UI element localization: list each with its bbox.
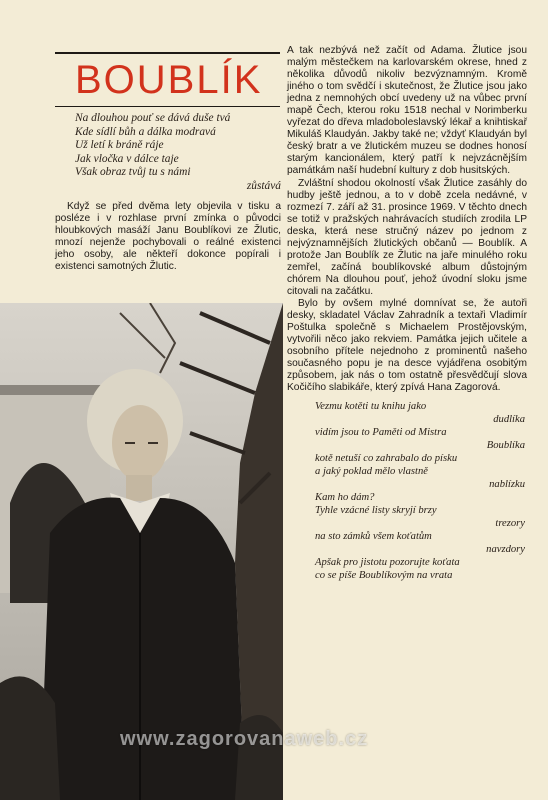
poem-line: Jak vločka v dálce taje [75,152,179,165]
verse-line: Tyhle vzácné listy skryjí brzy [315,505,437,517]
verse-line: co se píše Boublíkovým na vrata [315,570,453,582]
verse-line: na sto zámků všem koťatům [315,531,432,543]
paragraph: A tak nezbývá než začít od Adama. Žlutice jsou malým městečkem na karlovarském okrese, hned z několika důvodů nikoliv bezvýznamným. Kromě jiného o tom svědčí i skutečnost, že Žlutice jsou jako jedna z nemnohých obcí uvedeny už na vůbec první mapě Čech, kterou roku 1518 nechal v Norimberku vyřezat do dřeva mladoboleslavský lékař a knihtiskař Mikuláš Klaudyán. Jakby také ne; vždyť Klaudyán byl český bratr a ve žlutickém muzeu se dodnes honosí starým kancionálem, který patří k nejvzácnějším památkám naší hudební kultury z dob husitských. [287,45,527,177]
opening-poem [75,112,281,194]
portrait-photo [0,303,283,800]
poem-line: Na dlouhou pouť se dává duše tvá [75,112,231,124]
poem-line: zůstává [246,179,281,192]
verse-line: Boublíka [486,440,525,452]
poem-line: Kde sídlí bůh a dálka modravá [75,125,216,138]
article-title: BOUBLÍK [75,58,263,102]
title-rule-top [55,52,280,54]
verse-line: vidím jsou to Paměti od Mistra [315,427,447,439]
verse-line: Kam ho dám? [315,492,375,504]
title-rule-bottom [55,106,280,107]
verse-line: trezory [495,518,525,530]
right-column [287,45,527,582]
paragraph: Bylo by ovšem mylné domnívat se, že autoři desky, skladatel Václav Zahradník a textaři Vladimír Poštulka společně s Michaelem Prostějovským, vytvořili něco jako rekviem. Památka jejich učitele a osobního přítele nejednoho z prominentů našeho současného popu je na desce vyjádřena osobitým způsobem, jak nás o tom ostatně přesvědčují slova Kočičího slabikáře, který zpívá Hana Zagorová. [287,297,527,394]
poem-line: Už letí k bráně ráje [75,139,164,152]
intro-paragraph: Když se před dvěma lety objevila v tisku a posléze i v rozhlase první zmínka o původci hloubkových masáží Janu Boublíkovi ze Žlutic, mnozí nejenže pochybovali o reálné existenci jeho osoby, ale někteří dokonce popírali i existenci samotných Žlutic. [55,201,281,273]
verse-line: a jaký poklad mělo vlastně [315,466,428,478]
paragraph: Zvláštní shodou okolností však Žlutice zasáhly do hudby ještě jednou, a to v době zcela nedávné, v rozmezí 7. září až 31. prosince 1969. V těchto dnech se totiž v pražských nahrávacích studiích zrodila LP deska, která nese stručný název po jednom z nejvýznamnějších žlutických občanů — Boublík. A protože Jan Boublík ze Žlutic na jaře minulého roku zemřel, začíná boublíkovské album důstojným chórem Na dlouhou pouť, jehož úvodní sloku jsme citovali na začátku. [287,177,527,297]
photo-illustration [0,303,283,800]
verse-line: kotě netuší co zahrabalo do písku [315,453,458,465]
verse-line: Apšak pro jistotu pozorujte koťata [315,557,460,569]
poem-line: Však obraz tvůj tu s námi [75,166,191,179]
verse-line: navzdory [486,544,525,556]
verse-line: Vezmu kotěti tu knihu jako [315,401,427,413]
verse-line: dudlíka [493,414,525,426]
song-verse [287,400,527,582]
watermark: www.zagorovanaweb.cz [120,728,369,750]
verse-line: nablízku [489,479,525,491]
